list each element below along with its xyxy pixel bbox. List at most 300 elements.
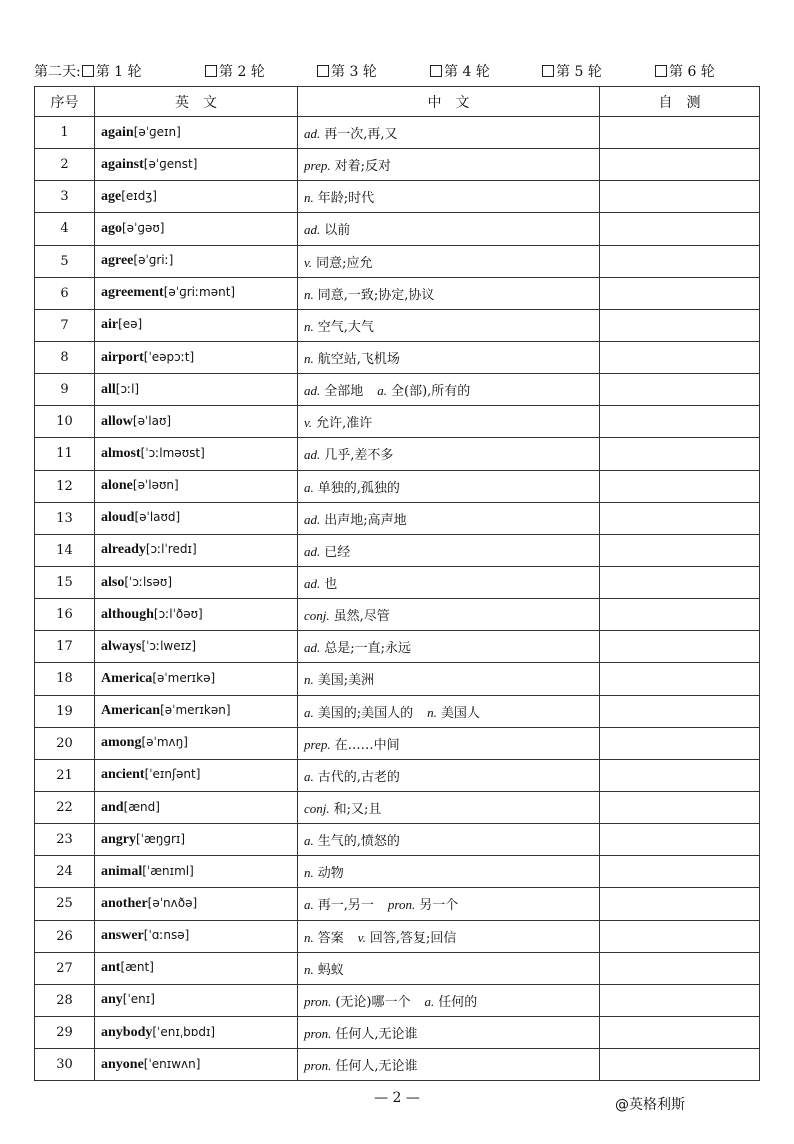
english-cell	[95, 566, 298, 598]
table-header-row	[35, 87, 760, 117]
meaning-text: 同意,一致;协定,协议	[317, 287, 435, 303]
part-of-speech: ad.	[304, 543, 321, 559]
chinese-cell	[298, 502, 600, 534]
round-6	[654, 62, 715, 82]
row-number: 28	[35, 984, 95, 1016]
chinese-cell	[298, 117, 600, 149]
row-number: 3	[35, 181, 95, 213]
row-number: 11	[35, 438, 95, 470]
english-word: among	[101, 735, 142, 751]
english-cell	[95, 888, 298, 920]
meaning-text: 已经	[324, 544, 351, 560]
header-number: 序号	[35, 87, 95, 117]
english-cell	[95, 341, 298, 373]
phonetic: [ɔːlˈredɪ]	[145, 542, 197, 557]
part-of-speech: a.	[424, 993, 435, 1009]
meaning-text: (无论)哪一个	[335, 994, 411, 1010]
part-of-speech: a.	[304, 897, 314, 913]
chinese-cell	[298, 952, 600, 984]
english-word: agreement	[101, 285, 164, 301]
phonetic: [əˈnʌðə]	[147, 895, 198, 910]
table-row	[35, 984, 760, 1016]
part-of-speech: n.	[304, 961, 314, 977]
meaning-text: 全部地	[324, 384, 364, 400]
phonetic: [ˈenɪˌbɒdɪ]	[152, 1024, 216, 1039]
row-number: 30	[35, 1049, 95, 1081]
chinese-cell	[298, 1049, 600, 1081]
row-number: 6	[35, 277, 95, 309]
meaning-text: 任何的	[438, 994, 478, 1010]
part-of-speech: pron.	[304, 1026, 332, 1041]
english-cell	[95, 759, 298, 791]
self-test-cell[interactable]	[600, 663, 760, 695]
english-cell	[95, 856, 298, 888]
self-test-cell[interactable]	[600, 824, 760, 856]
phonetic: [ˈɔːlweɪz]	[141, 638, 197, 653]
chinese-cell	[298, 374, 600, 406]
meaning-text: 回答,答复;回信	[369, 930, 457, 946]
chinese-cell	[298, 566, 600, 598]
english-cell	[95, 791, 298, 823]
english-cell	[95, 213, 298, 245]
part-of-speech: a.	[304, 704, 314, 720]
chinese-cell	[298, 631, 600, 663]
round-5	[541, 62, 602, 82]
part-of-speech: ad.	[304, 511, 321, 527]
english-word: all	[101, 381, 116, 397]
phonetic: [ˈenɪwʌn]	[143, 1056, 201, 1071]
english-word: ant	[101, 960, 121, 976]
round-3-label: 第 3 轮	[331, 64, 377, 80]
meaning-text: 再一,另一	[317, 898, 374, 914]
chinese-cell	[298, 245, 600, 277]
phonetic: [əˈɡenst]	[143, 156, 198, 171]
part-of-speech: pron.	[387, 897, 416, 913]
english-word: animal	[101, 863, 143, 879]
round-4-checkbox[interactable]	[430, 65, 442, 77]
english-word: American	[101, 703, 161, 719]
phonetic: [ænd]	[123, 799, 160, 814]
english-cell	[95, 309, 298, 341]
english-cell	[95, 952, 298, 984]
self-test-cell[interactable]	[600, 1016, 760, 1048]
round-2-checkbox[interactable]	[205, 65, 217, 77]
english-word: and	[101, 799, 124, 815]
english-word: although	[101, 606, 154, 622]
english-word: against	[101, 156, 144, 172]
phonetic: [əˈɡeɪn]	[133, 124, 181, 139]
english-word: airport	[101, 349, 144, 365]
table-row	[35, 117, 760, 149]
round-5-label: 第 5 轮	[556, 64, 602, 80]
table-row	[35, 438, 760, 470]
phonetic: [əˈlaʊ]	[132, 413, 172, 428]
meaning-text: 允许,准许	[316, 416, 373, 432]
round-2	[204, 62, 265, 82]
english-cell	[95, 438, 298, 470]
table-row	[35, 759, 760, 791]
english-cell	[95, 727, 298, 759]
chinese-cell	[298, 438, 600, 470]
table-row	[35, 888, 760, 920]
row-number: 24	[35, 856, 95, 888]
meaning-text: 蚂蚁	[317, 962, 344, 978]
round-6-checkbox[interactable]	[655, 65, 667, 77]
english-word: air	[101, 317, 119, 333]
chinese-cell	[298, 309, 600, 341]
meaning-text: 美国的;美国人的	[317, 705, 414, 721]
row-number: 26	[35, 920, 95, 952]
self-test-cell[interactable]	[600, 534, 760, 566]
english-word: almost	[101, 445, 141, 461]
row-number: 17	[35, 631, 95, 663]
part-of-speech: a.	[304, 479, 314, 495]
table-row	[35, 566, 760, 598]
meaning-text: 总是;一直;永远	[324, 641, 412, 657]
self-test-cell[interactable]	[600, 149, 760, 181]
english-cell	[95, 502, 298, 534]
table-row	[35, 534, 760, 566]
english-word: any	[101, 992, 123, 1008]
meaning-text: 航空站,飞机场	[317, 352, 400, 368]
row-number: 18	[35, 663, 95, 695]
meaning-text: 几乎,差不多	[324, 448, 394, 464]
part-of-speech: v.	[357, 929, 366, 945]
english-word: agree	[101, 253, 134, 269]
chinese-cell	[298, 888, 600, 920]
row-number: 7	[35, 309, 95, 341]
meaning-text: 美国;美洲	[317, 673, 375, 689]
part-of-speech: ad.	[304, 222, 321, 238]
row-number: 27	[35, 952, 95, 984]
part-of-speech: a.	[304, 768, 314, 784]
phonetic: [əˈɡriːmənt]	[163, 285, 236, 300]
row-number: 25	[35, 888, 95, 920]
english-word: always	[101, 638, 142, 654]
row-number: 5	[35, 245, 95, 277]
table-row	[35, 213, 760, 245]
meaning-text: 再一次,再,又	[324, 127, 398, 143]
table-row	[35, 631, 760, 663]
english-word: angry	[101, 831, 136, 847]
table-row	[35, 856, 760, 888]
table-row	[35, 502, 760, 534]
part-of-speech: n.	[427, 704, 437, 720]
table-row	[35, 1016, 760, 1048]
row-number: 29	[35, 1016, 95, 1048]
table-row	[35, 952, 760, 984]
round-checklist	[34, 62, 764, 82]
phonetic: [əˈmerɪkə]	[152, 670, 216, 685]
self-test-cell[interactable]	[600, 599, 760, 631]
round-4-label: 第 4 轮	[444, 64, 490, 80]
part-of-speech: prep.	[304, 736, 331, 752]
day-label: 第二天:	[34, 64, 81, 80]
english-cell	[95, 984, 298, 1016]
meaning-text: 美国人	[440, 705, 480, 721]
english-cell	[95, 663, 298, 695]
round-6-label: 第 6 轮	[669, 64, 715, 80]
part-of-speech: ad.	[304, 447, 321, 463]
english-word: aloud	[101, 510, 135, 526]
english-cell	[95, 149, 298, 181]
chinese-cell	[298, 695, 600, 727]
self-test-cell[interactable]	[600, 1049, 760, 1081]
english-cell	[95, 599, 298, 631]
self-test-cell[interactable]	[600, 341, 760, 373]
english-cell	[95, 824, 298, 856]
row-number: 23	[35, 824, 95, 856]
phonetic: [ˈeəpɔːt]	[143, 349, 195, 364]
table-row	[35, 309, 760, 341]
table-row	[35, 920, 760, 952]
phonetic: [ˈænɪml]	[142, 863, 194, 878]
phonetic: [əˈɡəʊ]	[122, 220, 165, 235]
table-row	[35, 181, 760, 213]
part-of-speech: ad.	[304, 383, 321, 399]
part-of-speech: ad.	[304, 126, 321, 142]
phonetic: [əˈɡriː]	[133, 253, 174, 268]
chinese-cell	[298, 1016, 600, 1048]
header-self-test: 自 测	[600, 87, 760, 117]
phonetic: [eɪdʒ]	[121, 188, 157, 203]
english-cell	[95, 1016, 298, 1048]
round-3-checkbox[interactable]	[317, 65, 329, 77]
chinese-cell	[298, 824, 600, 856]
self-test-cell[interactable]	[600, 984, 760, 1016]
table-row	[35, 406, 760, 438]
round-1	[34, 62, 142, 82]
self-test-cell[interactable]	[600, 117, 760, 149]
self-test-cell[interactable]	[600, 181, 760, 213]
english-cell	[95, 534, 298, 566]
meaning-text: 出声地;高声地	[324, 512, 407, 528]
table-row	[35, 341, 760, 373]
phonetic: [ˈɑːnsə]	[143, 928, 190, 943]
part-of-speech: pron.	[304, 1058, 332, 1074]
part-of-speech: n.	[304, 351, 314, 367]
chinese-cell	[298, 341, 600, 373]
meaning-text: 全(部),所有的	[391, 384, 471, 400]
phonetic: [ɔːl]	[115, 381, 140, 396]
english-word: another	[101, 895, 148, 911]
row-number: 9	[35, 374, 95, 406]
page-number: — 2 —	[374, 1090, 420, 1106]
chinese-cell	[298, 984, 600, 1016]
phonetic: [əˈmerɪkən]	[160, 703, 231, 718]
meaning-text: 任何人,无论谁	[335, 1059, 418, 1075]
self-test-cell[interactable]	[600, 920, 760, 952]
chinese-cell	[298, 534, 600, 566]
meaning-text: 也	[324, 577, 338, 593]
phonetic: [əˈlaʊd]	[134, 510, 181, 525]
header-chinese: 中 文	[298, 87, 600, 117]
row-number: 8	[35, 341, 95, 373]
meaning-text: 生气的,愤怒的	[317, 834, 400, 850]
row-number: 21	[35, 759, 95, 791]
meaning-text: 虽然,尽管	[333, 609, 390, 625]
part-of-speech: a.	[377, 383, 388, 399]
self-test-cell[interactable]	[600, 695, 760, 727]
self-test-cell[interactable]	[600, 277, 760, 309]
table-row	[35, 663, 760, 695]
phonetic: [eə]	[118, 317, 143, 332]
round-1-checkbox[interactable]	[82, 65, 94, 77]
phonetic: [ˈɔːlməʊst]	[140, 445, 205, 460]
meaning-text: 和;又;且	[333, 802, 382, 818]
self-test-cell[interactable]	[600, 856, 760, 888]
chinese-cell	[298, 181, 600, 213]
english-cell	[95, 374, 298, 406]
chinese-cell	[298, 470, 600, 502]
part-of-speech: n.	[304, 672, 314, 688]
brand-watermark: @英格利斯	[615, 1097, 685, 1113]
header-english: 英 文	[95, 87, 298, 117]
table-row	[35, 245, 760, 277]
self-test-cell[interactable]	[600, 631, 760, 663]
part-of-speech: conj.	[304, 801, 330, 817]
english-word: America	[101, 670, 153, 686]
vocabulary-table	[34, 86, 760, 1081]
round-1-label: 第 1 轮	[95, 64, 142, 80]
part-of-speech: a.	[304, 833, 314, 849]
chinese-cell	[298, 213, 600, 245]
phonetic: [əˈləʊn]	[132, 478, 179, 493]
row-number: 13	[35, 502, 95, 534]
self-test-cell[interactable]	[600, 502, 760, 534]
meaning-text: 任何人,无论谁	[335, 1027, 418, 1042]
english-cell	[95, 631, 298, 663]
table-row	[35, 1049, 760, 1081]
self-test-cell[interactable]	[600, 759, 760, 791]
round-2-label: 第 2 轮	[219, 64, 265, 80]
table-row	[35, 791, 760, 823]
table-row	[35, 149, 760, 181]
part-of-speech: n.	[304, 286, 314, 302]
self-test-cell[interactable]	[600, 406, 760, 438]
english-word: anyone	[101, 1056, 144, 1072]
vocabulary-rows	[35, 117, 760, 1081]
english-cell	[95, 695, 298, 727]
english-cell	[95, 920, 298, 952]
english-cell	[95, 181, 298, 213]
chinese-cell	[298, 406, 600, 438]
round-5-checkbox[interactable]	[542, 65, 554, 77]
meaning-text: 动物	[317, 866, 344, 882]
english-cell	[95, 470, 298, 502]
row-number: 15	[35, 566, 95, 598]
meaning-text: 同意;应允	[316, 255, 373, 271]
english-word: already	[101, 542, 146, 558]
english-cell	[95, 1049, 298, 1081]
phonetic: [ænt]	[120, 960, 154, 975]
table-row	[35, 599, 760, 631]
row-number: 10	[35, 406, 95, 438]
chinese-cell	[298, 856, 600, 888]
chinese-cell	[298, 791, 600, 823]
table-row	[35, 727, 760, 759]
english-word: alone	[101, 478, 133, 494]
phonetic: [ˈenɪ]	[122, 992, 155, 1007]
self-test-cell[interactable]	[600, 438, 760, 470]
table-row	[35, 824, 760, 856]
row-number: 2	[35, 149, 95, 181]
chinese-cell	[298, 920, 600, 952]
meaning-text: 对着;反对	[334, 159, 391, 175]
part-of-speech: ad.	[304, 576, 321, 592]
round-4	[429, 62, 490, 82]
self-test-cell[interactable]	[600, 727, 760, 759]
table-row	[35, 470, 760, 502]
english-cell	[95, 406, 298, 438]
part-of-speech: n.	[304, 929, 314, 945]
chinese-cell	[298, 149, 600, 181]
row-number: 19	[35, 695, 95, 727]
table-row	[35, 374, 760, 406]
phonetic: [ɔːlˈðəʊ]	[153, 606, 203, 621]
self-test-cell[interactable]	[600, 952, 760, 984]
part-of-speech: pron.	[304, 993, 332, 1009]
row-number: 20	[35, 727, 95, 759]
part-of-speech: ad.	[304, 640, 321, 656]
chinese-cell	[298, 277, 600, 309]
english-cell	[95, 117, 298, 149]
chinese-cell	[298, 727, 600, 759]
part-of-speech: prep.	[304, 158, 331, 174]
self-test-cell[interactable]	[600, 245, 760, 277]
meaning-text: 单独的,孤独的	[317, 480, 400, 496]
row-number: 1	[35, 117, 95, 149]
table-row	[35, 277, 760, 309]
round-3	[316, 62, 377, 82]
meaning-text: 古代的,古老的	[317, 769, 400, 785]
part-of-speech: n.	[304, 865, 314, 881]
english-word: allow	[101, 413, 133, 429]
meaning-text: 以前	[324, 223, 351, 239]
part-of-speech: n.	[304, 190, 314, 206]
english-word: again	[101, 124, 134, 140]
row-number: 12	[35, 470, 95, 502]
chinese-cell	[298, 663, 600, 695]
english-word: answer	[101, 928, 144, 944]
english-cell	[95, 245, 298, 277]
meaning-text: 空气,大气	[317, 319, 374, 335]
meaning-text: 答案	[317, 930, 344, 946]
self-test-cell[interactable]	[600, 374, 760, 406]
meaning-text: 另一个	[419, 898, 459, 914]
self-test-cell[interactable]	[600, 309, 760, 341]
english-word: anybody	[101, 1024, 153, 1040]
chinese-cell	[298, 759, 600, 791]
english-word: age	[101, 188, 122, 204]
self-test-cell[interactable]	[600, 566, 760, 598]
phonetic: [əˈmʌŋ]	[141, 735, 188, 750]
row-number: 14	[35, 534, 95, 566]
chinese-cell	[298, 599, 600, 631]
meaning-text: 在……中间	[334, 737, 400, 753]
phonetic: [ˈæŋɡrɪ]	[136, 831, 186, 846]
part-of-speech: n.	[304, 318, 314, 334]
row-number: 16	[35, 599, 95, 631]
phonetic: [ˈɔːlsəʊ]	[124, 574, 173, 589]
english-word: ago	[101, 220, 122, 236]
self-test-cell[interactable]	[600, 888, 760, 920]
self-test-cell[interactable]	[600, 791, 760, 823]
part-of-speech: v.	[304, 415, 313, 431]
meaning-text: 年龄;时代	[317, 191, 375, 207]
self-test-cell[interactable]	[600, 213, 760, 245]
self-test-cell[interactable]	[600, 470, 760, 502]
